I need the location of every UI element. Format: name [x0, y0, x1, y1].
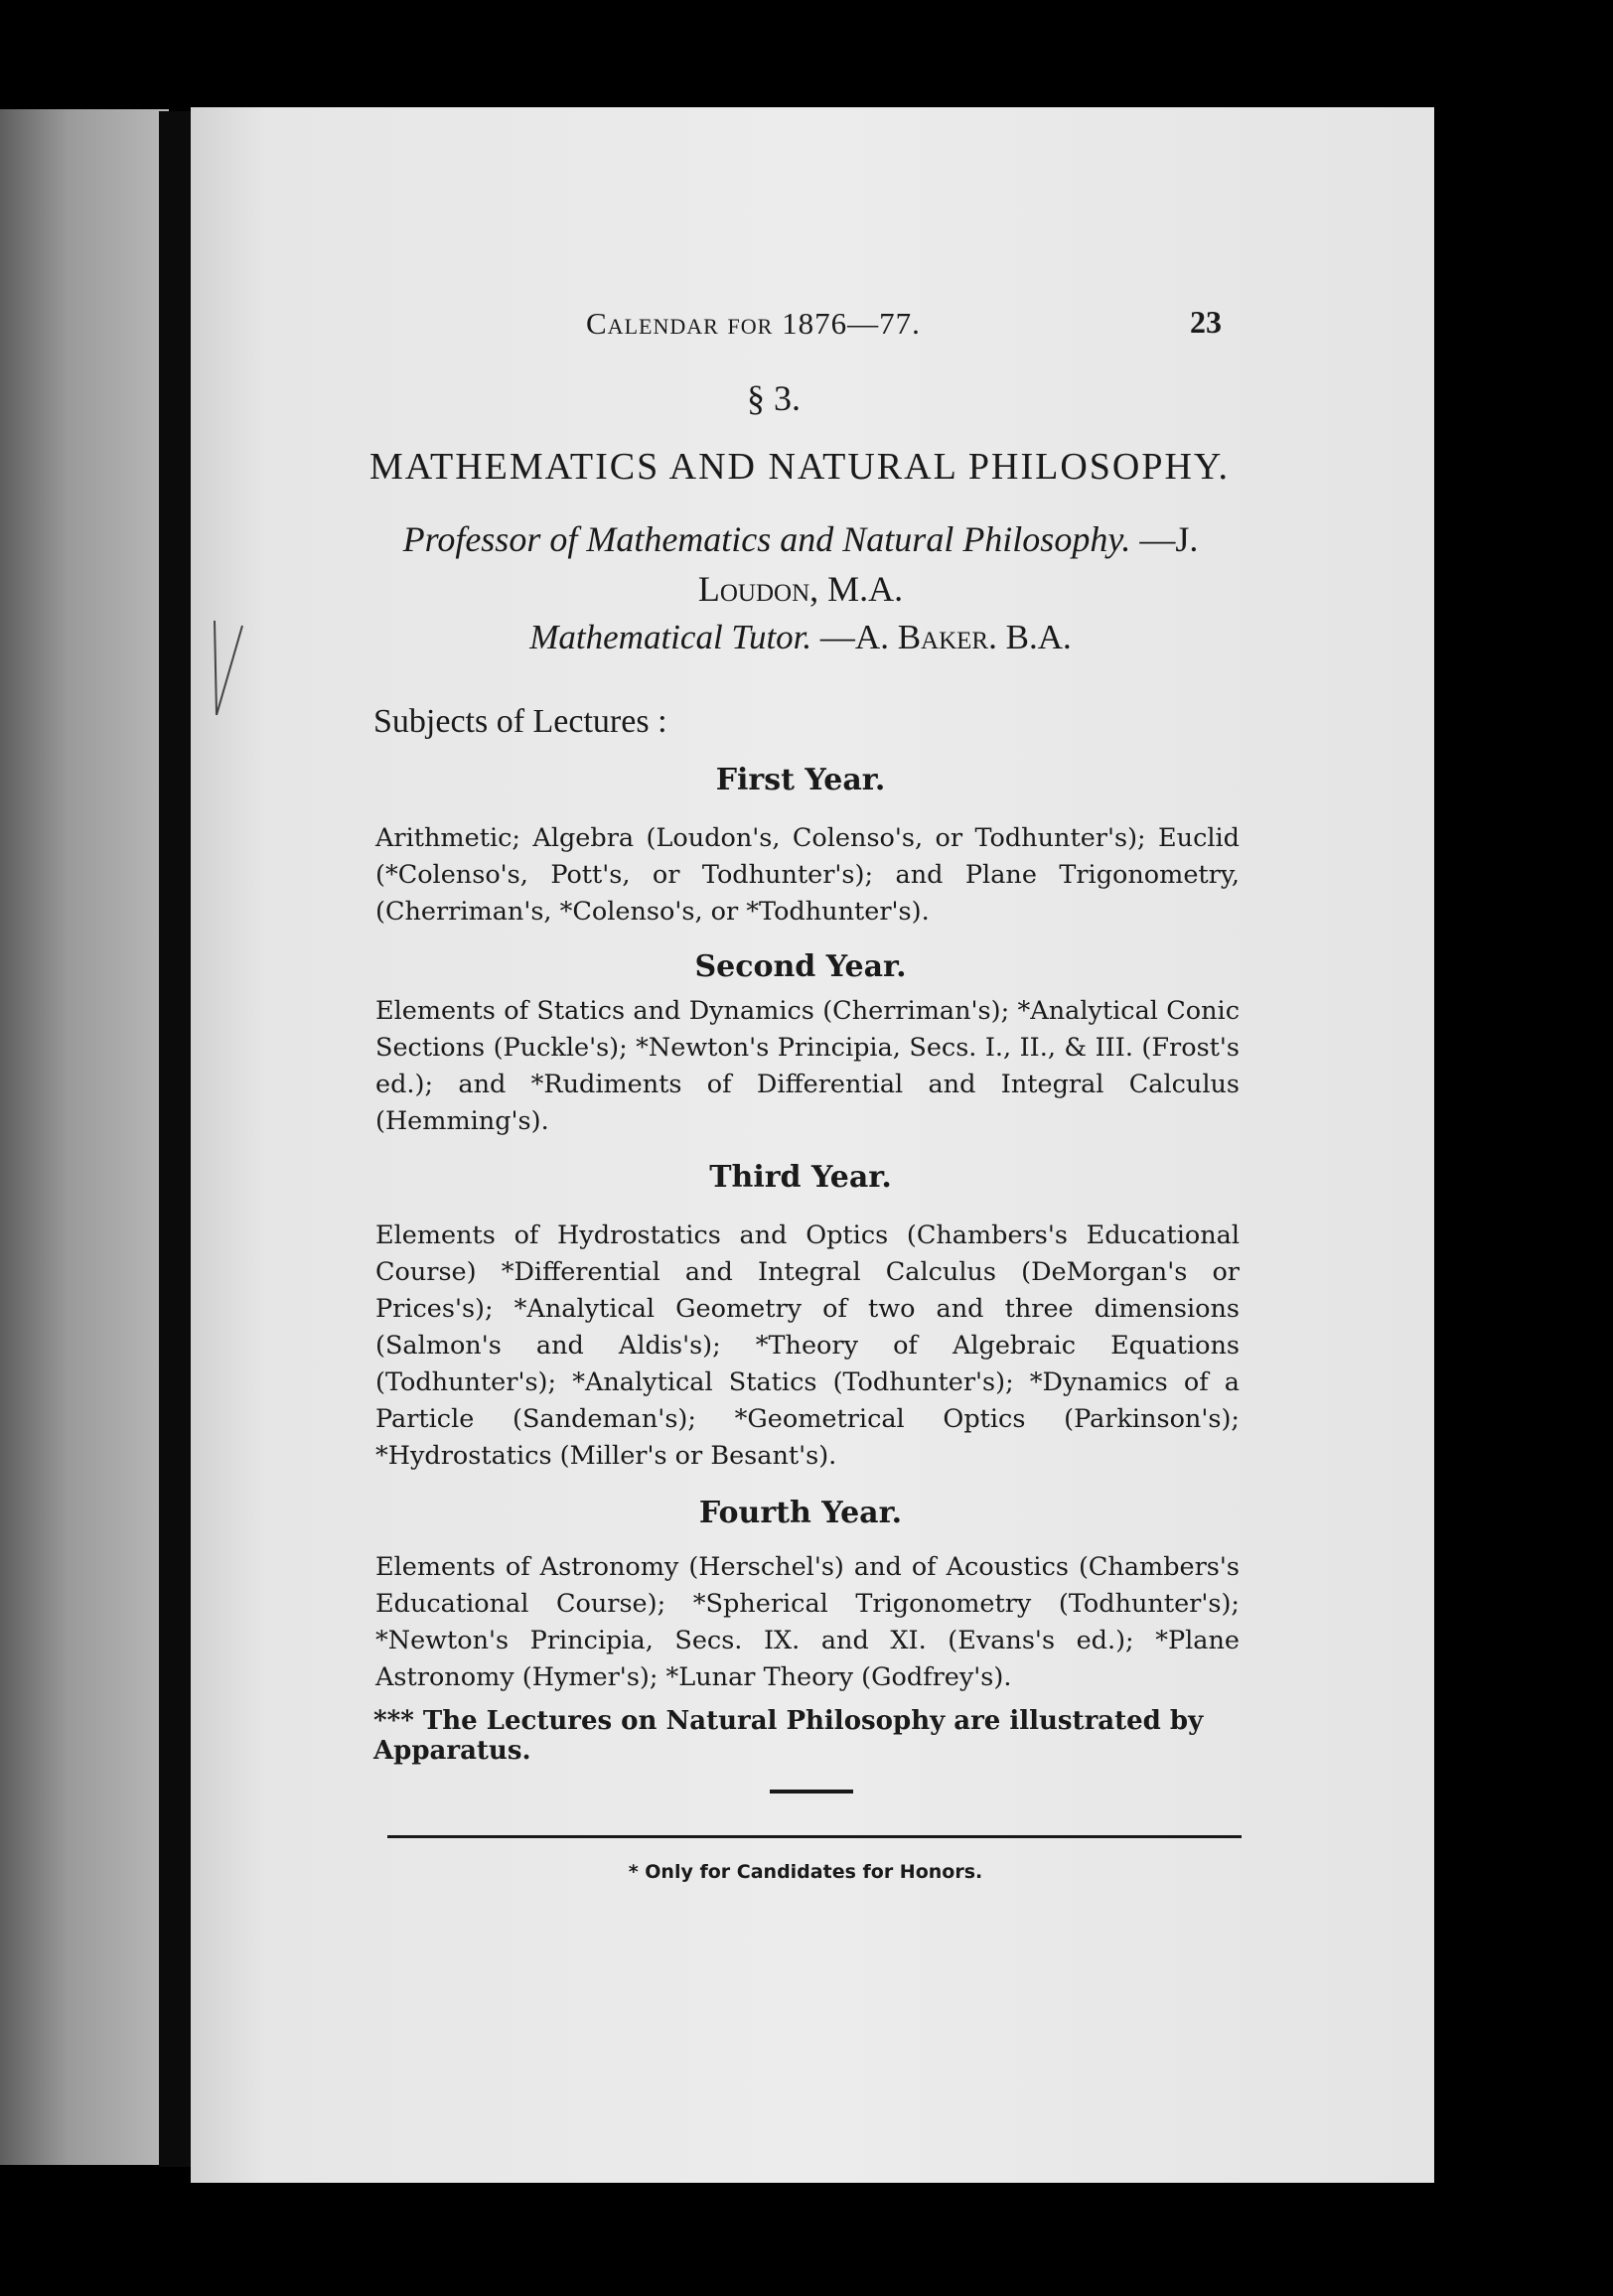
- professor-role: Professor of Mathematics and Natural Philosophy.: [402, 519, 1131, 559]
- year-heading-first: First Year.: [715, 763, 886, 797]
- year-heading-fourth: Fourth Year.: [698, 1496, 903, 1530]
- section-title: MATHEMATICS AND NATURAL PHILOSOPHY.: [369, 446, 1230, 488]
- tutor-line: [373, 618, 1228, 657]
- year-heading-third: Third Year.: [709, 1160, 892, 1195]
- year-text-fourth: Elements of Astronomy (Herschel's) and of Acoustics (Chambers's Educational Course); *Spherical Trigonometry (Todhunter's); *Newton's Principia, Secs. IX. and XI. (Evans's ed.); *Plane Astronomy (Hymer's); *Lunar Theory (Godfrey's).: [375, 1552, 1240, 1692]
- professor-line: [373, 514, 1228, 614]
- subjects-heading: Subjects of Lectures :: [373, 703, 667, 740]
- professor-name: —J. Loudon, M.A.: [697, 519, 1199, 609]
- margin-pencil-mark: [207, 616, 246, 725]
- page-number: 23: [1190, 304, 1222, 340]
- section-mark: § 3.: [747, 378, 801, 418]
- year-text-third: Elements of Hydrostatics and Optics (Chambers's Educational Course) *Differential and Integral Calculus (DeMorgan's or Prices's); *Analytical Geometry of two and three dimensions (Salmon's and Aldis's); *Theory of Algebraic Equations (Todhunter's); *Analytical Statics (Todhunter's); *Dynamics of a Particle (Sandeman's); *Geometrical Optics (Parkinson's); *Hydrostatics (Miller's or Besant's).: [375, 1220, 1240, 1471]
- footnote: * Only for Candidates for Honors.: [628, 1861, 983, 1883]
- facing-page-edge: [0, 109, 169, 2165]
- year-heading-second: Second Year.: [694, 949, 907, 984]
- book-gutter: [159, 111, 191, 2167]
- year-text-first: Arithmetic; Algebra (Loudon's, Colenso's, or Todhunter's); Euclid (*Colenso's, Pott's, or Todhunter's); and Plane Trigonometry, (Cherriman's, *Colenso's, or *Todhunter's).: [375, 823, 1240, 927]
- footnote-rule: [387, 1835, 1242, 1838]
- tutor-role: Mathematical Tutor.: [529, 618, 812, 656]
- tutor-name: —A. Baker. B.A.: [819, 618, 1072, 656]
- running-title: Calendar for 1876—77.: [586, 306, 921, 341]
- year-text-second: Elements of Statics and Dynamics (Cherriman's); *Analytical Conic Sections (Puckle's); *Newton's Principia, Secs. I., II., & III. (Frost's ed.); and *Rudiments of Differential and Integral Calculus (Hemming's).: [375, 996, 1240, 1136]
- apparatus-note: *** The Lectures on Natural Philosophy are illustrated by Apparatus.: [373, 1706, 1204, 1766]
- short-rule: [770, 1790, 853, 1794]
